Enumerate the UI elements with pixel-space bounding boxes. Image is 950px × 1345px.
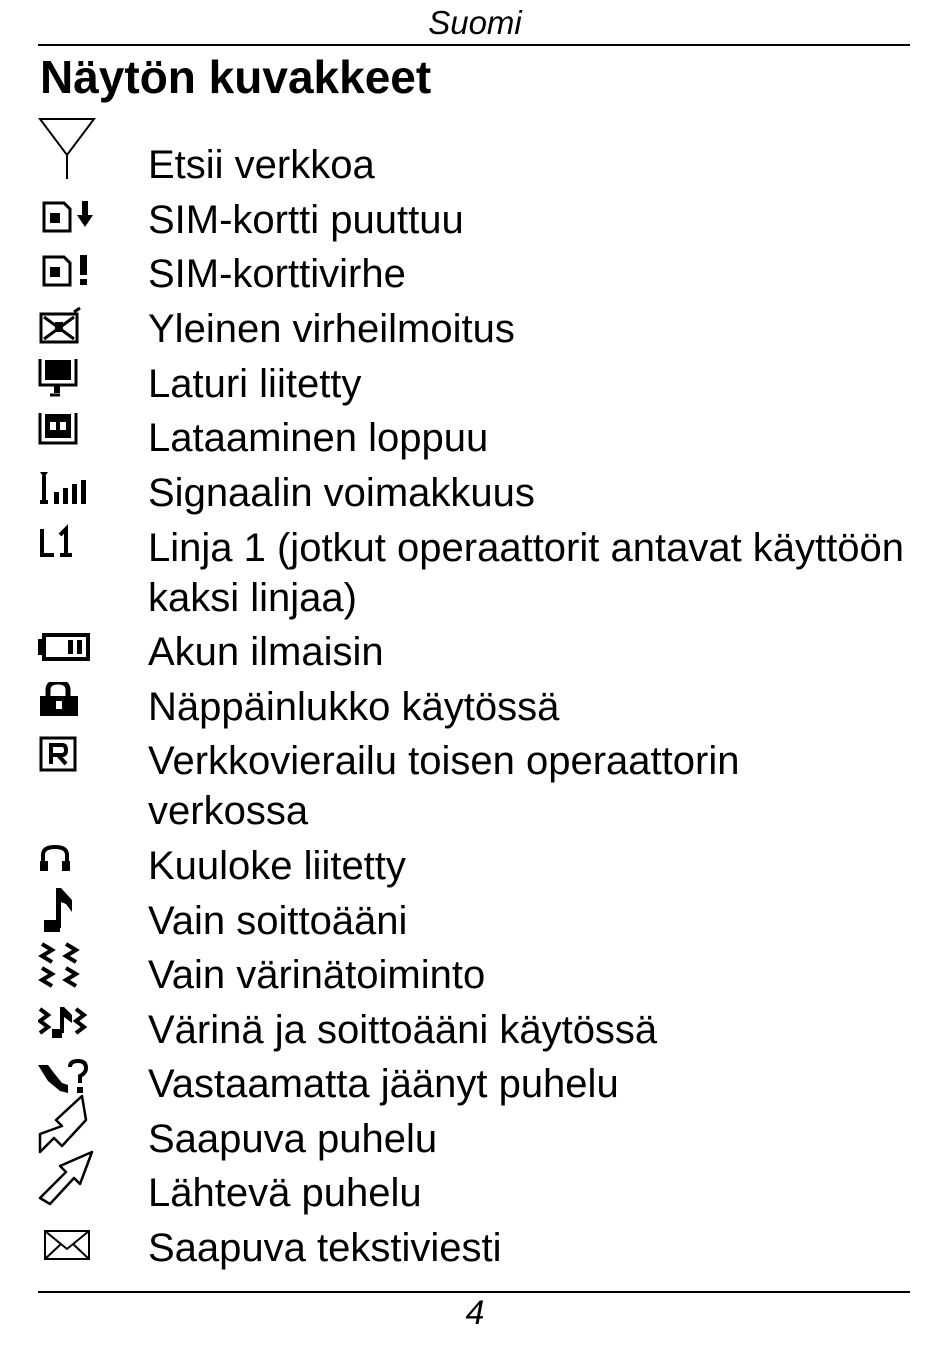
- line-1-icon: [38, 523, 98, 583]
- item-text: Lähtevä puhelu: [148, 1171, 422, 1215]
- item-text: Näppäinlukko käytössä: [148, 685, 560, 729]
- general-error-icon: [38, 304, 98, 364]
- item-text: Signaalin voimakkuus: [148, 471, 535, 515]
- ring-only-icon: [38, 884, 98, 944]
- footer-rule: [38, 1291, 910, 1293]
- item-text: Etsii verkkoa: [148, 143, 375, 187]
- item-text: Vain soittoääni: [148, 899, 408, 943]
- vibrate-only-icon: [38, 942, 98, 1002]
- keypad-lock-icon: [38, 682, 98, 742]
- item-text: Verkkovierailu toisen operaattorin verkossa: [148, 739, 740, 833]
- page-number: 4: [465, 1294, 485, 1332]
- vibrate-and-ring-icon: [38, 1005, 98, 1065]
- item-text: Värinä ja soittoääni käytössä: [148, 1008, 658, 1052]
- roaming-icon: [38, 736, 98, 796]
- sim-missing-icon: [38, 195, 98, 255]
- battery-icon: [38, 627, 98, 687]
- item-text: Linja 1 (jotkut operaattorit antavat käyttöön kaksi linjaa): [148, 526, 905, 620]
- item-text: Vain värinätoiminto: [148, 953, 486, 997]
- item-text: Vastaamatta jäänyt puhelu: [148, 1062, 619, 1106]
- item-text: SIM-kortti puuttuu: [148, 198, 464, 242]
- item-text: Akun ilmaisin: [148, 630, 384, 674]
- sim-error-icon: [38, 249, 98, 309]
- item-text: Lataaminen loppuu: [148, 416, 489, 460]
- page-header: Suomi: [428, 4, 522, 41]
- item-text: Saapuva tekstiviesti: [148, 1226, 502, 1270]
- item-text: Kuuloke liitetty: [148, 844, 406, 888]
- item-text: Saapuva puhelu: [148, 1117, 438, 1161]
- item-text: SIM-korttivirhe: [148, 252, 406, 296]
- charging-ending-icon: [38, 413, 98, 473]
- charger-icon: [38, 359, 98, 419]
- signal-strength-icon: [38, 468, 98, 528]
- incoming-sms-icon: [38, 1223, 98, 1283]
- item-text: Laturi liitetty: [148, 362, 362, 406]
- item-text: Yleinen virheilmoitus: [148, 307, 515, 351]
- header-rule: [38, 44, 910, 46]
- antenna-icon: [38, 115, 98, 187]
- outgoing-call-icon: [38, 1148, 98, 1220]
- page-title: Näytön kuvakkeet: [40, 51, 432, 103]
